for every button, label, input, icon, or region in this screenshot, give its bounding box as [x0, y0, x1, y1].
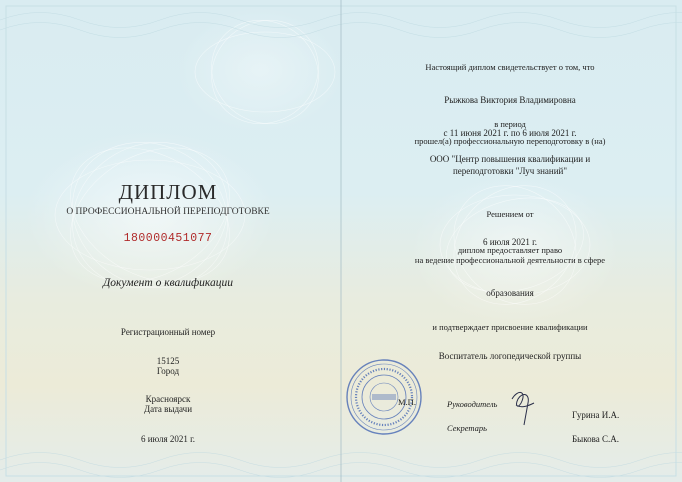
center-fold — [340, 0, 342, 482]
head-signature — [508, 387, 536, 427]
awarded-qualification: Воспитатель логопедической группы — [438, 351, 582, 361]
head-label: Руководитель — [447, 399, 498, 409]
stamp-place-label: М.П. — [398, 397, 416, 407]
organization-line-2: переподготовки "Луч знаний" — [452, 166, 568, 176]
qualification-document-label: Документ о квалификации — [102, 277, 234, 289]
decision-date: 6 июля 2021 г. — [482, 237, 538, 247]
confirms-qualification-text: и подтверждает присвоение квалификации — [432, 322, 588, 332]
activity-field: образования — [486, 288, 534, 298]
diploma-title: ДИПЛОМ — [118, 180, 218, 204]
serial-number: 180000451077 — [123, 232, 213, 245]
holder-full-name: Рыжкова Виктория Владимировна — [444, 95, 576, 105]
registration-number: 15125 — [156, 356, 180, 366]
period-label: в период — [494, 119, 526, 129]
passed-retraining-text: прошел(а) профессиональную переподготовку в (на) — [414, 136, 606, 146]
city: Красноярск — [145, 394, 191, 404]
grants-right-text: диплом предоставляет право — [457, 245, 563, 255]
certify-text: Настоящий диплом свидетельствует о том, что — [425, 62, 595, 72]
organization-line-1: ООО "Центр повышения квалификации и — [429, 154, 591, 164]
head-name: Гурина И.А. — [572, 410, 620, 420]
diploma-subtitle: О ПРОФЕССИОНАЛЬНОЙ ПЕРЕПОДГОТОВКЕ — [66, 207, 270, 217]
issue-date: 6 июля 2021 г. — [140, 434, 196, 444]
activity-text: на ведение профессиональной деятельности в сфере — [414, 255, 606, 265]
decision-label: Решением от — [486, 209, 534, 219]
city-label: Город — [156, 366, 180, 376]
registration-number-label: Регистрационный номер — [120, 327, 216, 337]
training-period: с 11 июня 2021 г. по 6 июля 2021 г. — [443, 128, 577, 138]
secretary-name: Быкова С.А. — [572, 434, 620, 444]
secretary-label: Секретарь — [447, 423, 487, 433]
issue-date-label: Дата выдачи — [143, 404, 193, 414]
